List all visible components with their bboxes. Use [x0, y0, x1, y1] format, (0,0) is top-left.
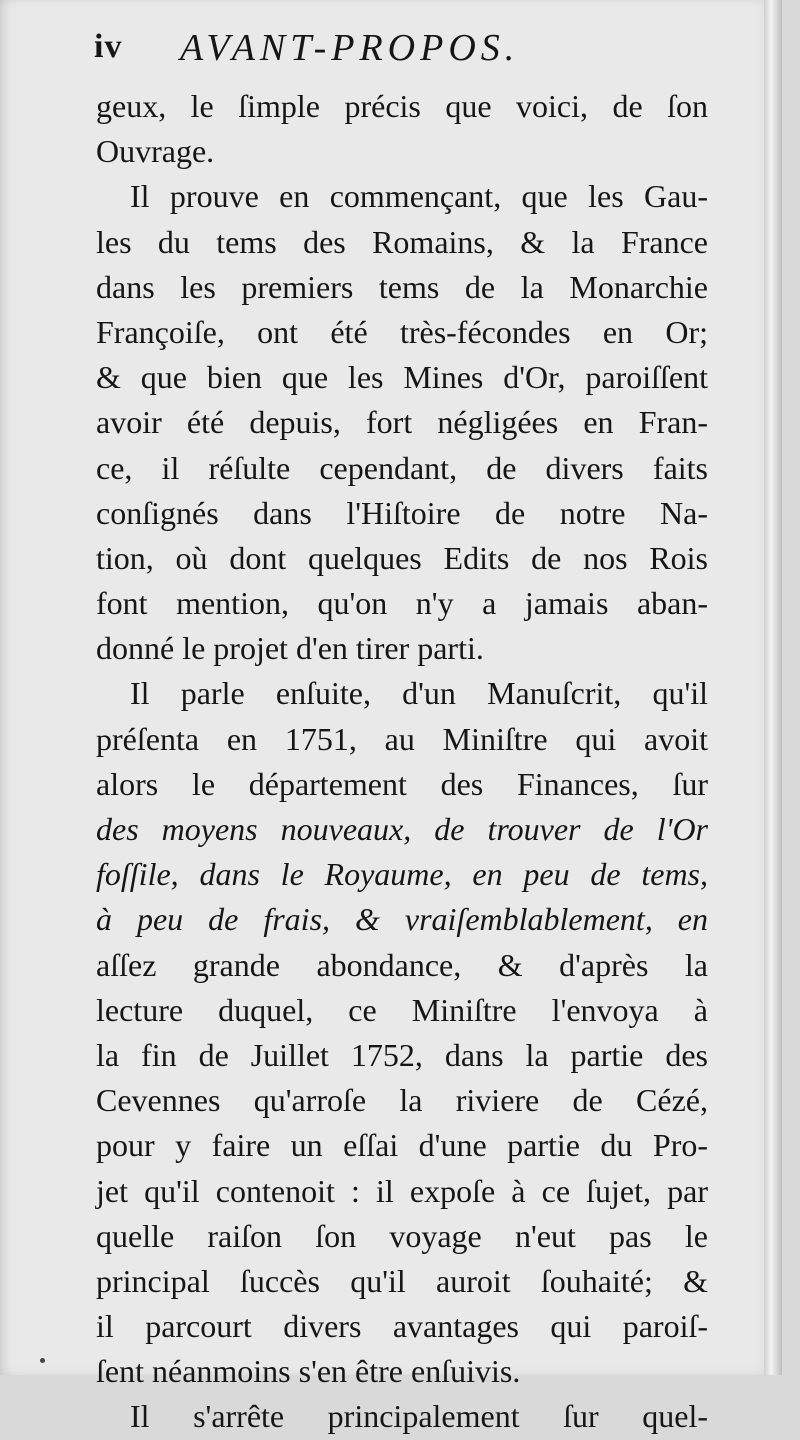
text-line: Cevennes qu'arroſe la riviere de Cézé, [96, 1082, 708, 1119]
text-line: Il prouve en commençant, que les Gau- [130, 178, 708, 215]
italic-text: des moyens nouveaux, de trouver de l'Or [96, 811, 708, 847]
text-line: tion, où dont quelques Edits de nos Rois [96, 539, 708, 576]
text-line: lecture duquel, ce Miniſtre l'envoya à [96, 991, 708, 1028]
page-header [94, 26, 714, 84]
text-line: pour y faire un eſſai d'une partie du Pro- [96, 1127, 708, 1164]
text-line: aſſez grande abondance, & d'après la [96, 946, 708, 983]
text-line: Ouvrage. [96, 133, 215, 170]
text-line: Françoiſe, ont été très-fécondes en Or; [96, 313, 708, 350]
page-edge [764, 0, 782, 1375]
text-line: alors le département des Finances, ſur [96, 765, 708, 802]
text-line: font mention, qu'on n'y a jamais aban- [96, 585, 708, 622]
text-line [96, 807, 708, 852]
text-line: geux, le ſimple précis que voici, de ſon [96, 88, 708, 124]
paper-speck [40, 1358, 45, 1363]
text-line: principal ſuccès qu'il auroit ſouhaité; & [96, 1262, 708, 1299]
text-line [96, 897, 708, 942]
text-line: Il s'arrête principalement ſur quel- [130, 1398, 708, 1435]
text-line: quelle raiſon ſon voyage n'eut pas le [96, 1217, 708, 1254]
italic-text: à peu de frais, & vraiſemblablement, en [96, 901, 708, 938]
text-line: les du tems des Romains, & la France [96, 223, 708, 260]
text-line: Il parle enſuite, d'un Manuſcrit, qu'il [130, 675, 708, 712]
text-line: ſent néanmoins s'en être enſuivis. [96, 1353, 521, 1390]
text-line: conſignés dans l'Hiſtoire de notre Na- [96, 494, 708, 531]
text-line: dans les premiers tems de la Monarchie [96, 268, 708, 305]
body-text [96, 84, 708, 1440]
text-line: il parcourt divers avantages qui paroiſ- [96, 1308, 708, 1345]
text-line: la fin de Juillet 1752, dans la partie des [96, 1036, 708, 1073]
text-line [96, 852, 708, 897]
text-line: préſenta en 1751, au Miniſtre qui avoit [96, 720, 708, 757]
text-line: ce, il réſulte cependant, de divers faits [96, 449, 708, 486]
text-line: & que bien que les Mines d'Or, paroiſſent [96, 359, 708, 396]
running-title: AVANT-PROPOS. [180, 27, 520, 69]
text-line: jet qu'il contenoit : il expoſe à ce ſujet, par [96, 1172, 708, 1209]
text-line: donné le projet d'en tirer parti. [96, 630, 484, 667]
page-number: iv [94, 28, 123, 65]
text-line: avoir été depuis, fort négligées en Fran- [96, 404, 708, 441]
italic-text: foſſile, dans le Royaume, en peu de tems, [96, 856, 708, 893]
